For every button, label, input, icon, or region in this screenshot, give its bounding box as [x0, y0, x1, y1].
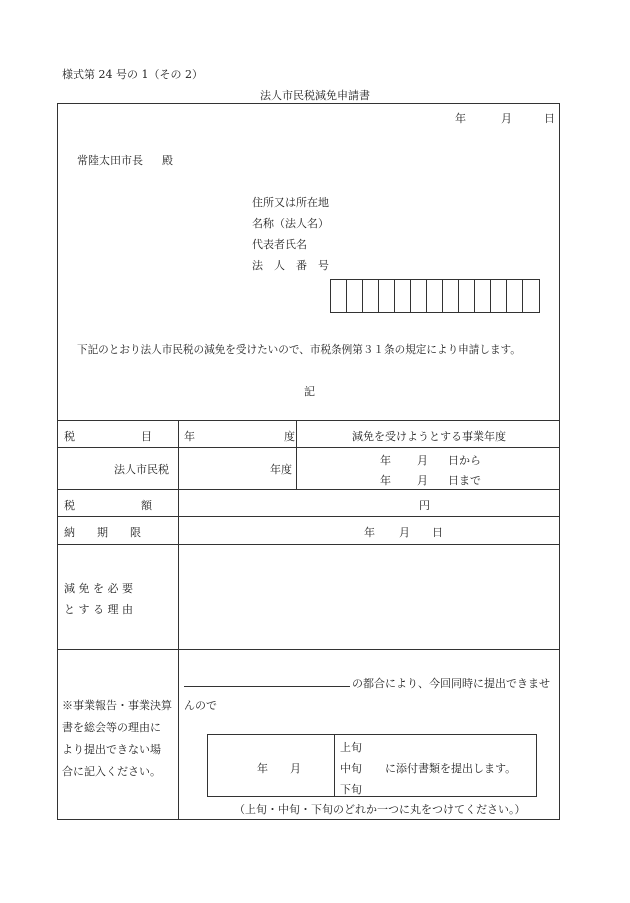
- circle-instruction: （上旬・中旬・下旬のどれか一つに丸をつけてください。）: [234, 803, 526, 816]
- honorific: 殿: [162, 154, 173, 167]
- row-line: [57, 447, 560, 448]
- submission-box-divider: [334, 734, 335, 797]
- corp-number-cell[interactable]: [427, 280, 443, 312]
- from-year: 年: [380, 454, 391, 467]
- corp-number-cell[interactable]: [523, 280, 539, 312]
- from-month: 月: [417, 454, 428, 467]
- nendo-value: 年度: [270, 463, 292, 476]
- tax-amount-unit: 円: [419, 499, 430, 512]
- table-top-line: [57, 420, 560, 421]
- name-label: 名称（法人名）: [252, 217, 329, 230]
- tax-amount-label: 税 額: [64, 499, 152, 512]
- ki-label: 記: [304, 385, 315, 398]
- corp-number-cell[interactable]: [347, 280, 363, 312]
- note-line-2: 書を総会等の理由に: [62, 721, 161, 734]
- period-early[interactable]: 上旬: [340, 741, 362, 754]
- deadline-day: 日: [432, 526, 443, 539]
- circumstance-underline[interactable]: [184, 686, 350, 687]
- note-line-4: 合に記入ください。: [62, 765, 161, 778]
- corp-number-cell[interactable]: [475, 280, 491, 312]
- nendo-header-left: 年: [184, 430, 195, 443]
- column-line: [178, 420, 179, 820]
- corp-number-boxes[interactable]: [330, 279, 540, 313]
- tax-item-label: 税 目: [64, 430, 152, 443]
- business-year-header: 減免を受けようとする事業年度: [352, 430, 506, 443]
- tax-name: 法人市民税: [114, 463, 169, 476]
- corp-number-cell[interactable]: [395, 280, 411, 312]
- to-month: 月: [417, 474, 428, 487]
- statement: 下記のとおり法人市民税の減免を受けたいので、市税条例第３１条の規定により申請します。: [77, 344, 521, 356]
- submission-year: 年: [257, 762, 268, 775]
- corp-number-cell[interactable]: [491, 280, 507, 312]
- note-line-1: ※事業報告・事業決算: [62, 699, 172, 712]
- column-line: [296, 420, 297, 489]
- date-day: 日: [544, 112, 555, 125]
- to-day: 日まで: [448, 474, 481, 487]
- form-number: 様式第 24 号の 1（その 2）: [62, 68, 203, 81]
- page-title: 法人市民税減免申請書: [260, 89, 370, 102]
- row-line: [57, 489, 560, 490]
- address-label: 住所又は所在地: [252, 196, 329, 209]
- date-year: 年: [455, 112, 466, 125]
- submission-month: 月: [290, 762, 301, 775]
- addressee: 常陸太田市長: [77, 154, 143, 167]
- deadline-label: 納 期 限: [64, 526, 141, 539]
- nendo-header-right: 度: [284, 430, 295, 443]
- note-line-3: より提出できない場: [62, 743, 161, 756]
- reason-label-line2: と す る 理 由: [64, 603, 133, 616]
- corp-number-label: 法 人 番 号: [252, 259, 329, 272]
- circumstance-continuation: んので: [184, 699, 217, 712]
- representative-label: 代表者氏名: [252, 238, 307, 251]
- corp-number-cell[interactable]: [331, 280, 347, 312]
- period-late[interactable]: 下旬: [340, 783, 362, 796]
- corp-number-cell[interactable]: [443, 280, 459, 312]
- period-mid[interactable]: 中旬: [340, 762, 362, 775]
- row-line: [57, 544, 560, 545]
- reason-input-area[interactable]: [184, 550, 554, 644]
- corp-number-cell[interactable]: [363, 280, 379, 312]
- row-line: [57, 649, 560, 650]
- date-month: 月: [501, 112, 512, 125]
- reason-label-line1: 減 免 を 必 要: [64, 582, 133, 595]
- circumstance-suffix: の都合により、今回同時に提出できませ: [352, 677, 550, 690]
- from-day: 日から: [448, 454, 481, 467]
- deadline-year: 年: [364, 526, 375, 539]
- to-year: 年: [380, 474, 391, 487]
- corp-number-cell[interactable]: [411, 280, 427, 312]
- submit-text: に添付書類を提出します。: [385, 762, 517, 775]
- corp-number-cell[interactable]: [379, 280, 395, 312]
- corp-number-cell[interactable]: [459, 280, 475, 312]
- corp-number-cell[interactable]: [507, 280, 523, 312]
- row-line: [57, 516, 560, 517]
- deadline-month: 月: [399, 526, 410, 539]
